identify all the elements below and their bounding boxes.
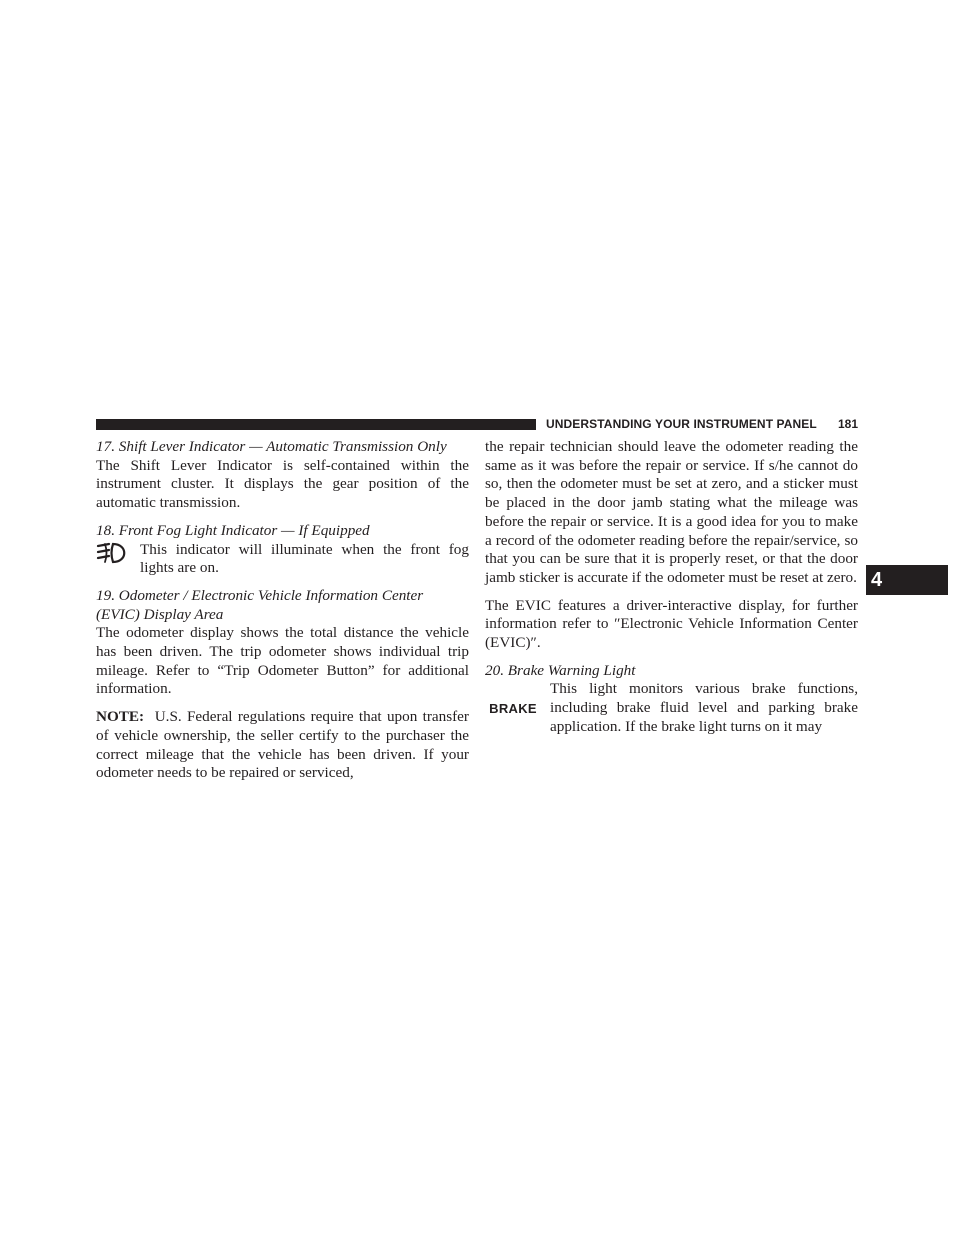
note-paragraph — [96, 708, 469, 783]
note-body: U.S. Federal regulations require that upon transfer of vehicle ownership, the seller certify to the purchaser the correct mileage that the vehicle has been driven. If your odometer needs to be repaired or serviced, — [96, 708, 469, 782]
page-number: 181 — [838, 417, 859, 431]
item18-heading: 18. Front Fog Light Indicator — If Equipped — [96, 521, 370, 539]
item20-row — [485, 680, 858, 736]
item20-body: This light monitors various brake functions, including brake fluid level and parking brake application. If the brake light turns on it may — [550, 680, 858, 735]
item17-heading: 17. Shift Lever Indicator — Automatic Transmission Only — [96, 438, 447, 455]
section-title: UNDERSTANDING YOUR INSTRUMENT PANEL — [546, 417, 817, 431]
chapter-tab: 4 — [866, 565, 948, 595]
item19-heading: 19. Odometer / Electronic Vehicle Information Center (EVIC) Display Area — [96, 586, 424, 623]
item17-body: The Shift Lever Indicator is self-contained within the instrument cluster. It displays the gear position of the automatic transmission. — [96, 456, 469, 512]
left-column — [96, 438, 469, 783]
evic-paragraph: The EVIC features a driver-interactive display, for further information refer to ″Electronic Vehicle Information Center (EVIC)″. — [485, 596, 858, 652]
header-rule — [96, 419, 536, 430]
front-fog-light-icon — [96, 541, 130, 565]
item20-heading: 20. Brake Warning Light — [485, 661, 636, 679]
brake-warning-icon: BRAKE — [489, 701, 537, 717]
odometer-continued: the repair technician should leave the odometer reading the same as it was before the repair or service. If s/he cannot do so, then the odometer must be set at zero, and a sticker must be placed in the door jamb stating what the mileage was before the repair or service. It is a good idea for you to make a record of the odometer reading before the repair/service, so that you can be sure that it is properly reset, or that the door jamb sticker is accurate if the odometer must be reset at zero. — [485, 438, 858, 586]
item19-body: The odometer display shows the total distance the vehicle has been driven. The trip odometer shows individual trip mileage. Refer to “Trip Odometer Button” for additional information. — [96, 624, 469, 698]
item18-row — [96, 541, 469, 578]
right-column — [485, 438, 858, 737]
note-label: NOTE: — [96, 708, 145, 726]
item18-body: This indicator will illuminate when the front fog lights are on. — [140, 540, 469, 577]
